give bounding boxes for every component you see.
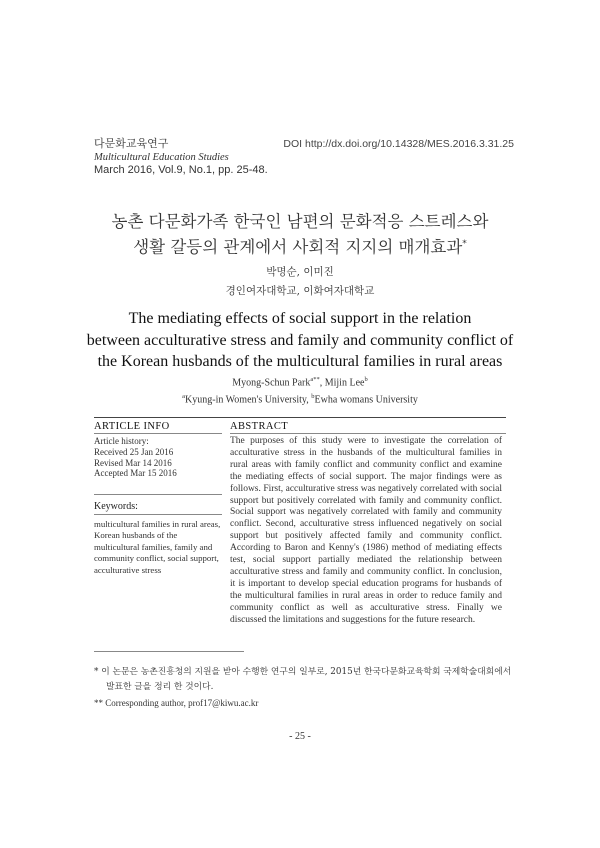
author-2: Mijin Lee [324,377,365,389]
author-1-affil-mark: a** [310,376,320,383]
english-title-line-2: between acculturative stress and family and community conflict of [86,331,514,349]
journal-name-english: Multicultural Education Studies [94,152,229,163]
author-separator: , [319,377,325,389]
journal-issue: March 2016, Vol.9, No.1, pp. 25-48. [94,164,268,176]
history-label: Article history: [94,436,149,446]
keywords-top-rule [94,494,222,495]
english-title-line-1: The mediating effects of social support in the relation [128,310,472,327]
revised-date: Revised Mar 14 2016 [94,457,172,468]
english-affiliations [60,393,540,405]
journal-header [94,138,268,177]
affil-a: Kyung-in Women's University, [185,394,312,406]
article-info-label: ARTICLE INFO [94,421,170,432]
affil-b: Ewha womans University [314,394,418,406]
korean-authors: 박명순, 이미진 [266,266,334,278]
keywords-list: multicultural families in rural areas, Korean husbands of the multicultural families, family and community conflict, social support, acculturative stress [94,519,221,575]
accepted-date: Accepted Mar 15 2016 [94,468,177,479]
author-2-affil-mark: b [364,376,368,383]
info-label-rule [94,433,222,434]
korean-title-line-2-text: 생활 갈등의 관계에서 사회적 지지의 매개효과 [133,237,463,257]
author-1: Myong-Schun Park [232,377,311,389]
english-authors [60,376,540,388]
footnote-2: ** Corresponding author, prof17@kiwu.ac.kr [94,698,259,708]
korean-affiliations: 경인여자대학교, 이화여자대학교 [225,285,375,297]
affil-b-mark: b [311,393,315,400]
article-history [94,436,177,479]
korean-title [60,210,540,259]
affil-a-mark: a [182,393,186,400]
abstract-label-rule [230,433,506,434]
english-title [60,308,540,373]
received-date: Received 25 Jan 2016 [94,446,174,457]
title-footnote-mark[interactable]: * [462,239,467,249]
keywords-label-rule [94,514,222,515]
keywords-label: Keywords: [94,501,138,512]
section-top-rule [94,417,506,418]
footnote-rule [94,651,244,652]
korean-title-line-2 [60,233,540,259]
footnote-1: * 이 논문은 농촌진흥청의 지원을 받아 수행한 연구의 일부로, 2015년 한국다문화교육학회 국제학술대회에서 발표한 글을 정리 한 것이다. [94,667,512,692]
journal-name-korean: 다문화교육연구 [94,138,169,150]
abstract-text: The purposes of this study were to investigate the correlation of acculturative stress in the husbands of the multicultural families in rural areas with family conflict and community conflict and examine the mediating effects of social support. The major findings were as follows. First, acculturative stress was negatively correlated with social support but positively correlated with family and community conflict. Social support was negatively correlated with family and community conflict. Second, acculturative stress influenced negatively on social support but positively affected family and community conflict. According to Baron and Kenny's (1986) method of mediating effects test, social support partially mediated the relationship between acculturative stress and family and community conflict. In conclusion, it is important to develop special education programs for husbands of the multicultural families in rural areas in order to reduce family and community conflict as well as acculturative stress. Finally we discussed the limitations and suggestions for the future research. [230,436,502,625]
abstract-label: ABSTRACT [230,421,289,432]
doi-link[interactable]: DOI http://dx.doi.org/10.14328/MES.2016.3.31.25 [283,138,514,150]
page-number: - 25 - [289,731,311,742]
korean-title-line-1: 농촌 다문화가족 한국인 남편의 문화적응 스트레스와 [111,212,489,231]
english-title-line-3: the Korean husbands of the multicultural families in rural areas [97,353,503,370]
